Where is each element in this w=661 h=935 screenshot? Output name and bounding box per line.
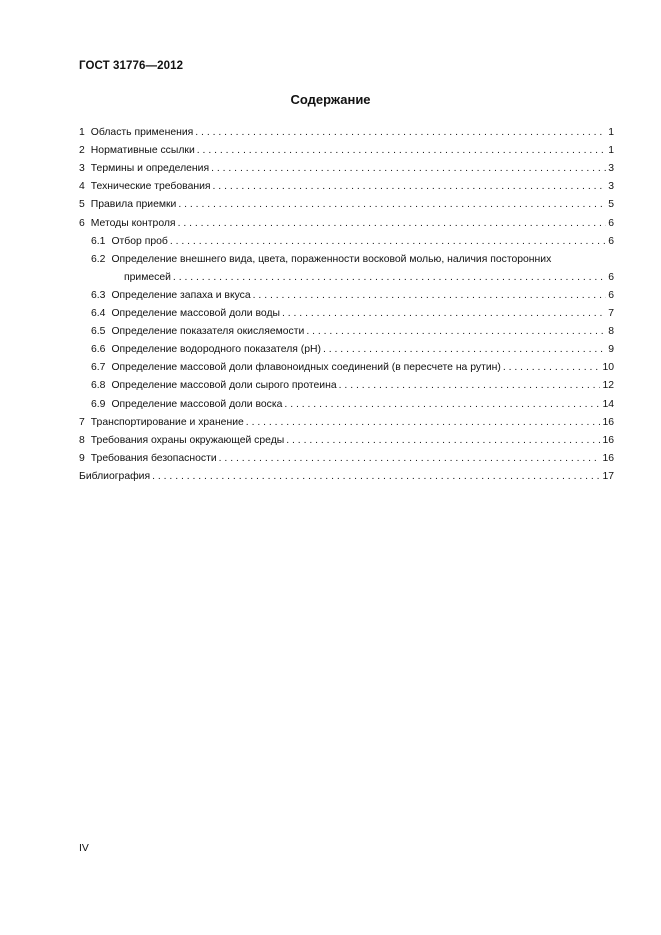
toc-entry-page: 6 (608, 235, 614, 247)
toc-entry-6-7[interactable] (79, 357, 614, 375)
toc-entry-page: 6 (608, 289, 614, 301)
toc-entry-number: 2 (79, 145, 85, 157)
toc-leader-dots (211, 180, 607, 194)
toc-entry-line (91, 249, 614, 267)
toc-leader-dots (337, 379, 601, 393)
toc-entry-page: 1 (608, 127, 614, 139)
toc-entry-line (91, 267, 614, 285)
toc-entry-number: 6.2 (91, 253, 106, 265)
toc-entry-label: Технические требования (90, 181, 211, 193)
table-of-contents (79, 122, 614, 484)
toc-entry-page: 3 (608, 163, 614, 175)
toc-entry-6-6[interactable] (79, 339, 614, 357)
toc-leader-dots (168, 235, 606, 249)
toc-entry-number: 6.1 (91, 235, 106, 247)
toc-leader-dots (176, 198, 606, 212)
toc-entry-bibliography[interactable] (79, 466, 614, 484)
toc-leader-dots (193, 126, 606, 140)
toc-entry-9[interactable] (79, 448, 614, 466)
toc-entry-page: 16 (602, 416, 614, 428)
toc-leader-dots (171, 271, 606, 285)
toc-entry-label: Методы контроля (90, 217, 176, 229)
toc-entry-1[interactable] (79, 122, 614, 140)
toc-entry-page: 17 (602, 470, 614, 482)
toc-entry-number: 6 (79, 217, 85, 229)
toc-entry-6[interactable] (79, 212, 614, 230)
toc-entry-number: 6.4 (91, 308, 106, 320)
toc-entry-label: Термины и определения (90, 163, 210, 175)
toc-entry-page: 1 (608, 145, 614, 157)
toc-entry-number: 6.7 (91, 362, 106, 374)
toc-entry-number: 5 (79, 199, 85, 211)
toc-entry-5[interactable] (79, 194, 614, 212)
toc-entry-6-5[interactable] (79, 321, 614, 339)
toc-entry-label: Требования безопасности (90, 452, 217, 464)
toc-leader-dots (176, 217, 607, 231)
toc-entry-label: Определение массовой доли воды (111, 308, 280, 320)
toc-entry-page: 6 (608, 217, 614, 229)
toc-entry-3[interactable] (79, 158, 614, 176)
toc-entry-7[interactable] (79, 412, 614, 430)
toc-entry-label: Нормативные ссылки (90, 145, 195, 157)
toc-leader-dots (282, 398, 600, 412)
toc-entry-label: Определение водородного показателя (рН) (111, 344, 321, 356)
toc-leader-dots (501, 361, 601, 375)
toc-entry-number: 6.3 (91, 289, 106, 301)
toc-entry-page: 14 (602, 398, 614, 410)
toc-entry-label: Библиография (79, 470, 151, 482)
toc-leader-dots (217, 452, 601, 466)
toc-entry-6-3[interactable] (79, 285, 614, 303)
toc-entry-label: Отбор проб (111, 235, 168, 247)
toc-title: Содержание (290, 92, 371, 107)
page-number: IV (79, 843, 89, 854)
toc-entry-label: Определение массовой доли флавоноидных соединений (в пересчете на рутин) (111, 362, 501, 374)
toc-entry-6-1[interactable] (79, 231, 614, 249)
toc-leader-dots (304, 325, 606, 339)
toc-entry-number: 6.8 (91, 380, 106, 392)
toc-entry-number: 4 (79, 181, 85, 193)
toc-entry-6-8[interactable] (79, 375, 614, 393)
toc-entry-label: Определение запаха и вкуса (111, 289, 251, 301)
toc-entry-page: 6 (608, 271, 614, 283)
toc-entry-4[interactable] (79, 176, 614, 194)
toc-entry-label: Определение показателя окисляемости (111, 326, 305, 338)
toc-entry-6-9[interactable] (79, 393, 614, 411)
toc-entry-page: 16 (602, 452, 614, 464)
toc-leader-dots (244, 416, 601, 430)
toc-entry-page: 8 (608, 326, 614, 338)
document-header: ГОСТ 31776—2012 (79, 60, 184, 72)
toc-entry-label: Определение массовой доли сырого протеина (111, 380, 337, 392)
toc-entry-page: 12 (602, 380, 614, 392)
toc-entry-label-continued: примесей (124, 271, 171, 283)
toc-leader-dots (284, 434, 600, 448)
toc-leader-dots (251, 289, 607, 303)
toc-entry-2[interactable] (79, 140, 614, 158)
toc-entry-8[interactable] (79, 430, 614, 448)
toc-leader-dots (150, 470, 600, 484)
toc-entry-label: Правила приемки (90, 199, 177, 211)
toc-entry-label: Определение массовой доли воска (111, 398, 283, 410)
toc-entry-label: Определение внешнего вида, цвета, пораженности восковой молью, наличия посторонних (111, 253, 552, 265)
toc-entry-label: Транспортирование и хранение (90, 416, 244, 428)
toc-leader-dots (280, 307, 606, 321)
toc-entry-label: Требования охраны окружающей среды (90, 434, 285, 446)
toc-entry-number: 1 (79, 127, 85, 139)
toc-entry-page: 3 (608, 181, 614, 193)
toc-entry-page: 9 (608, 344, 614, 356)
toc-entry-6-4[interactable] (79, 303, 614, 321)
toc-entry-number: 6.5 (91, 326, 106, 338)
toc-entry-number: 9 (79, 452, 85, 464)
toc-entry-number: 3 (79, 163, 85, 175)
toc-leader-dots (209, 162, 606, 176)
toc-entry-number: 7 (79, 416, 85, 428)
toc-entry-page: 10 (602, 362, 614, 374)
toc-entry-number: 6.6 (91, 344, 106, 356)
toc-entry-number: 6.9 (91, 398, 106, 410)
toc-leader-dots (321, 343, 606, 357)
toc-entry-page: 5 (608, 199, 614, 211)
toc-leader-dots (195, 144, 606, 158)
toc-entry-number: 8 (79, 434, 85, 446)
toc-entry-page: 7 (608, 308, 614, 320)
toc-entry-label: Область применения (90, 127, 194, 139)
toc-entry-page: 16 (602, 434, 614, 446)
toc-entry-6-2[interactable] (79, 249, 614, 285)
